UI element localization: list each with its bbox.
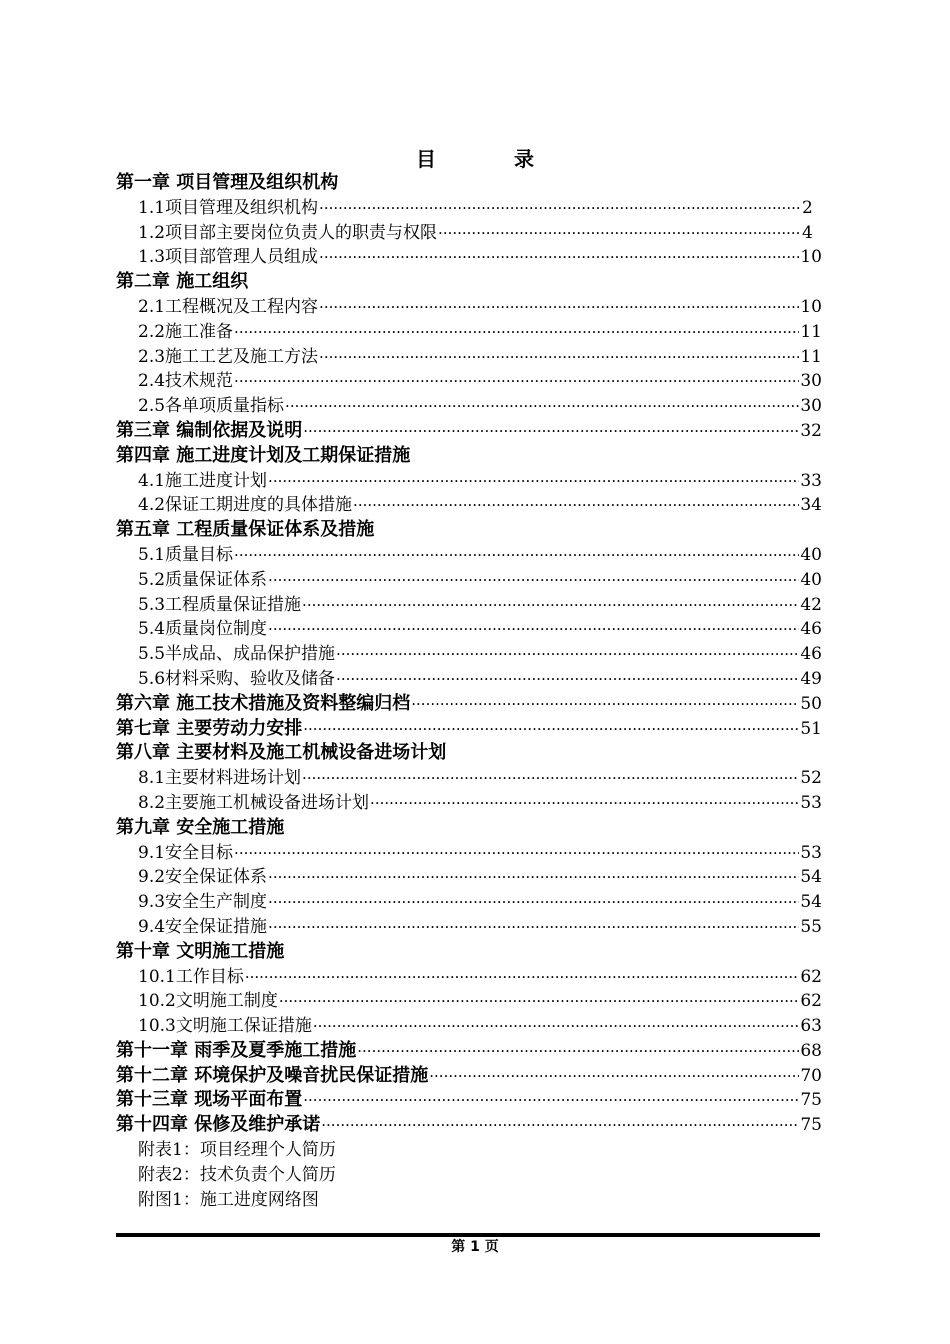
toc-entry-chapter[interactable] (116, 1088, 822, 1113)
toc-entry-label: 2.4技术规范 (138, 371, 234, 392)
footer-rule (116, 1233, 820, 1237)
toc-leader-dots (429, 1064, 799, 1089)
toc-entry-page-number: 68 (800, 1040, 822, 1061)
toc-entry-section[interactable] (116, 369, 822, 394)
toc-entry-label: 2.3施工工艺及施工方法 (138, 346, 319, 367)
toc-entry-section[interactable] (116, 965, 822, 990)
toc-entry-label: 2.1工程概况及工程内容 (138, 296, 319, 317)
toc-entry-page-number: 46 (800, 619, 822, 640)
toc-entry-label: 9.2安全保证体系 (138, 867, 268, 888)
toc-leader-dots (302, 766, 799, 791)
toc-entry-section[interactable] (116, 394, 822, 419)
toc-entry-page-number: 10 (800, 296, 822, 317)
toc-entry-label: 4.1施工进度计划 (138, 470, 268, 491)
toc-entry-label: 第八章 主要材料及施工机械设备进场计划 (116, 742, 447, 764)
toc-entry-label: 5.2质量保证体系 (138, 569, 268, 590)
toc-leader-dots (353, 493, 799, 518)
toc-entry-page-number: 52 (800, 768, 822, 789)
toc-entry-section[interactable] (116, 890, 822, 915)
toc-entry-page-number: 51 (800, 718, 822, 739)
toc-entry-label: 1.2项目部主要岗位负责人的职责与权限 (138, 222, 438, 243)
toc-entry-page-number: 49 (800, 668, 822, 689)
toc-entry-page-number: 53 (800, 842, 822, 863)
toc-leader-dots (370, 791, 799, 816)
toc-entry-label: 第十章 文明施工措施 (116, 940, 285, 962)
toc-entry-label: 8.1主要材料进场计划 (138, 768, 302, 789)
toc-leader-dots (234, 841, 799, 866)
toc-entry-label: 10.2文明施工制度 (138, 991, 278, 1012)
toc-entry-chapter[interactable] (116, 444, 822, 469)
toc-entry-section[interactable] (116, 221, 822, 246)
toc-leader-dots (303, 717, 799, 742)
toc-leader-dots (411, 692, 799, 717)
toc-entry-page-number: 75 (800, 1115, 822, 1136)
toc-entry-page-number: 55 (800, 916, 822, 937)
toc-entry-label: 5.5半成品、成品保护措施 (138, 644, 336, 665)
toc-leader-dots (234, 369, 799, 394)
toc-entry-label: 第三章 编制依据及说明 (116, 419, 303, 441)
toc-entry-page-number: 10 (800, 247, 822, 268)
toc-leader-dots (268, 865, 799, 890)
toc-entry-page-number: 62 (800, 966, 822, 987)
toc-entry-chapter[interactable] (116, 816, 822, 841)
toc-leader-dots (245, 965, 800, 990)
toc-entry-section[interactable] (116, 915, 822, 940)
toc-entry-label: 第二章 施工组织 (116, 271, 249, 293)
toc-entry-section[interactable] (116, 617, 822, 642)
toc-entry-page-number: 11 (800, 346, 822, 367)
toc-entry-page-number: 53 (800, 792, 822, 813)
toc-entry-chapter[interactable] (116, 1113, 822, 1138)
toc-entry-page-number: 30 (800, 371, 822, 392)
toc-leader-dots (321, 1113, 799, 1138)
toc-leader-dots (268, 890, 799, 915)
toc-entry-page-number: 33 (800, 470, 822, 491)
toc-leader-dots (234, 320, 799, 345)
toc-entry-label: 10.1工作目标 (138, 966, 244, 987)
toc-leader-dots (303, 419, 799, 444)
toc-entry-page-number: 32 (800, 420, 822, 441)
toc-entry-section[interactable] (116, 791, 822, 816)
toc-leader-dots (438, 221, 801, 246)
toc-entry-label: 9.3安全生产制度 (138, 892, 268, 913)
toc-entry-section[interactable] (116, 667, 822, 692)
toc-entry-label: 第七章 主要劳动力安排 (116, 717, 303, 739)
toc-entry-page-number: 54 (800, 892, 822, 913)
table-of-contents (116, 171, 822, 1212)
toc-entry-page-number: 4 (802, 222, 813, 243)
toc-entry-appendix[interactable] (116, 1163, 822, 1188)
toc-entry-page-number: 46 (800, 644, 822, 665)
toc-entry-label: 附表2：技术负责个人简历 (138, 1164, 336, 1185)
toc-entry-appendix[interactable] (116, 1188, 822, 1213)
toc-leader-dots (268, 617, 799, 642)
toc-entry-page-number: 54 (800, 867, 822, 888)
toc-leader-dots (319, 295, 799, 320)
toc-entry-label: 10.3文明施工保证措施 (138, 1016, 312, 1037)
toc-entry-page-number: 40 (800, 544, 822, 565)
toc-entry-page-number: 30 (800, 396, 822, 417)
toc-entry-label: 2.2施工准备 (138, 321, 234, 342)
toc-entry-section[interactable] (116, 320, 822, 345)
toc-entry-chapter[interactable] (116, 741, 822, 766)
toc-entry-section[interactable] (116, 841, 822, 866)
toc-entry-chapter[interactable] (116, 717, 822, 742)
toc-entry-page-number: 63 (800, 1016, 822, 1037)
toc-entry-page-number: 70 (800, 1065, 822, 1086)
toc-entry-section[interactable] (116, 245, 822, 270)
toc-leader-dots (319, 196, 801, 221)
title-char-left: 目 (416, 147, 436, 171)
toc-leader-dots (234, 543, 799, 568)
toc-entry-section[interactable] (116, 593, 822, 618)
toc-entry-label: 5.6材料采购、验收及储备 (138, 668, 336, 689)
toc-entry-section[interactable] (116, 543, 822, 568)
toc-entry-label: 第十一章 雨季及夏季施工措施 (116, 1039, 357, 1061)
toc-entry-section[interactable] (116, 865, 822, 890)
toc-leader-dots (336, 667, 799, 692)
toc-entry-page-number: 42 (800, 594, 822, 615)
toc-entry-section[interactable] (116, 493, 822, 518)
toc-entry-section[interactable] (116, 1014, 822, 1039)
toc-entry-label: 第四章 施工进度计划及工期保证措施 (116, 444, 411, 466)
toc-entry-label: 第十二章 环境保护及噪音扰民保证措施 (116, 1064, 429, 1086)
toc-entry-page-number: 11 (800, 321, 822, 342)
toc-entry-section[interactable] (116, 469, 822, 494)
title-char-right: 录 (514, 147, 534, 171)
toc-entry-label: 9.4安全保证措施 (138, 916, 268, 937)
toc-entry-label: 附表1：项目经理个人简历 (138, 1140, 336, 1161)
toc-entry-chapter[interactable] (116, 692, 822, 717)
toc-entry-page-number: 50 (800, 693, 822, 714)
toc-entry-section[interactable] (116, 196, 822, 221)
toc-entry-section[interactable] (116, 295, 822, 320)
toc-entry-page-number: 62 (800, 991, 822, 1012)
toc-leader-dots (336, 642, 799, 667)
toc-entry-label: 1.1项目管理及组织机构 (138, 197, 319, 218)
toc-entry-chapter[interactable] (116, 518, 822, 543)
toc-entry-chapter[interactable] (116, 270, 822, 295)
toc-entry-section[interactable] (116, 345, 822, 370)
toc-entry-label: 1.3项目部管理人员组成 (138, 247, 319, 268)
toc-entry-chapter[interactable] (116, 171, 822, 196)
toc-entry-page-number: 40 (800, 569, 822, 590)
toc-entry-chapter[interactable] (116, 1064, 822, 1089)
toc-entry-label: 5.3工程质量保证措施 (138, 594, 302, 615)
toc-entry-label: 4.2保证工期进度的具体措施 (138, 495, 353, 516)
toc-leader-dots (279, 989, 800, 1014)
toc-leader-dots (285, 394, 799, 419)
toc-entry-appendix[interactable] (116, 1138, 822, 1163)
toc-entry-chapter[interactable] (116, 940, 822, 965)
toc-leader-dots (319, 345, 799, 370)
toc-entry-label: 第五章 工程质量保证体系及措施 (116, 519, 375, 541)
toc-entry-label: 5.4质量岗位制度 (138, 619, 268, 640)
toc-entry-chapter[interactable] (116, 1039, 822, 1064)
toc-entry-section[interactable] (116, 568, 822, 593)
toc-entry-label: 第十三章 现场平面布置 (116, 1089, 303, 1111)
toc-leader-dots (357, 1039, 799, 1064)
toc-leader-dots (303, 1088, 799, 1113)
toc-entry-label: 2.5各单项质量指标 (138, 396, 285, 417)
toc-leader-dots (268, 469, 799, 494)
page-title (0, 146, 950, 172)
toc-entry-label: 附图1：施工进度网络图 (138, 1189, 319, 1210)
toc-entry-label: 9.1安全目标 (138, 842, 234, 863)
toc-leader-dots (268, 915, 799, 940)
toc-entry-chapter[interactable] (116, 419, 822, 444)
toc-entry-label: 5.1质量目标 (138, 544, 234, 565)
toc-entry-page-number: 2 (802, 197, 813, 218)
toc-entry-label: 第一章 项目管理及组织机构 (116, 172, 339, 193)
toc-entry-label: 第六章 施工技术措施及资料整编归档 (116, 692, 411, 714)
toc-leader-dots (319, 245, 799, 270)
toc-entry-section[interactable] (116, 766, 822, 791)
toc-entry-section[interactable] (116, 642, 822, 667)
toc-entry-section[interactable] (116, 989, 822, 1014)
toc-entry-page-number: 34 (800, 495, 822, 516)
toc-entry-label: 第九章 安全施工措施 (116, 816, 285, 838)
toc-leader-dots (313, 1014, 800, 1039)
toc-entry-label: 第十四章 保修及维护承诺 (116, 1114, 321, 1136)
page-footer: 第 1 页 (451, 1239, 499, 1255)
toc-leader-dots (268, 568, 799, 593)
toc-leader-dots (302, 593, 799, 618)
toc-entry-page-number: 75 (800, 1090, 822, 1111)
toc-entry-label: 8.2主要施工机械设备进场计划 (138, 792, 370, 813)
